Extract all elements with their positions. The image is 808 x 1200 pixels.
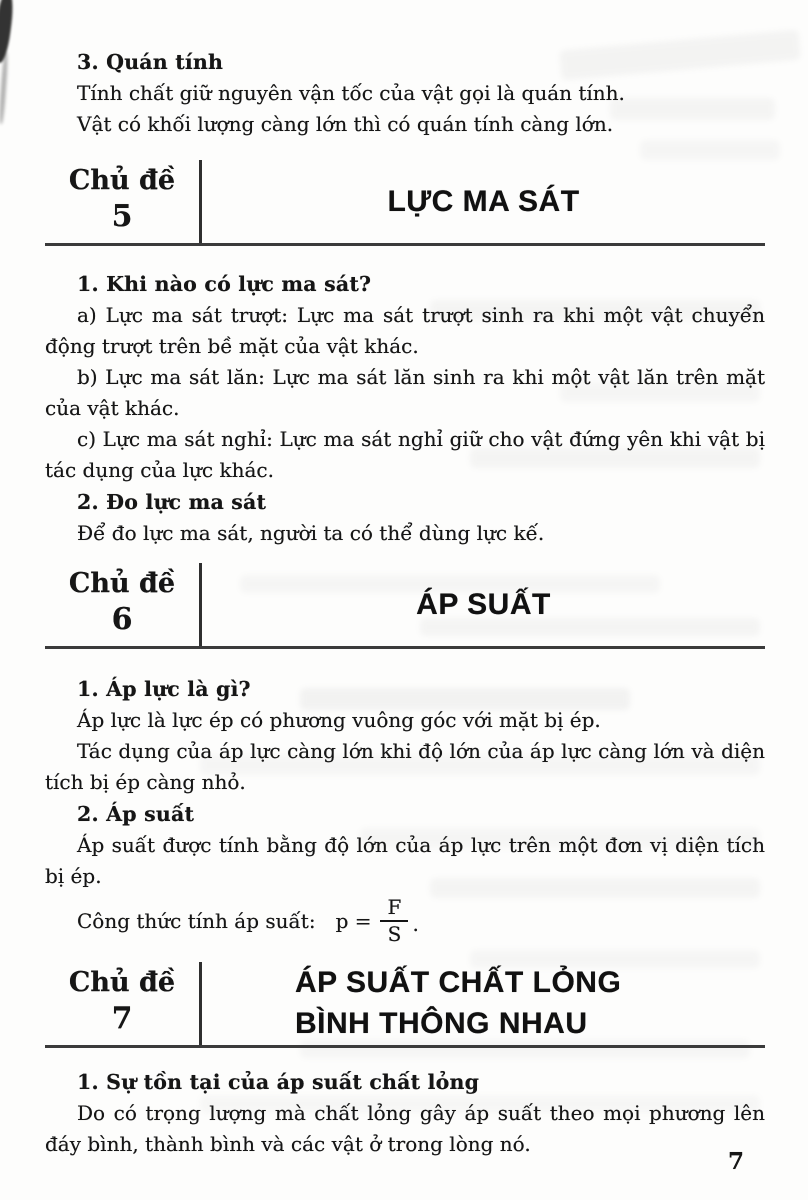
chapter-box-6 bbox=[45, 563, 765, 649]
formula-label: Công thức tính áp suất: bbox=[77, 909, 316, 933]
paragraph-pressure-force-def: Áp lực là lực ép có phương vuông góc với mặt bị ép. bbox=[77, 708, 601, 732]
paragraph-inertia-definition: Tính chất giữ nguyên vận tốc của vật gọi là quán tính. bbox=[77, 81, 625, 105]
chapter-7-title-cell bbox=[202, 962, 765, 1045]
scan-corner-artifact bbox=[0, 0, 15, 64]
chapter-title-line-1: ÁP SUẤT CHẤT LỎNG bbox=[295, 966, 622, 999]
chapter-box-5 bbox=[45, 160, 765, 246]
chapter-6-title-cell bbox=[202, 563, 765, 646]
section-heading-pressure: 2. Áp suất bbox=[77, 802, 195, 826]
paragraph-rolling-friction: b) Lực ma sát lăn: Lực ma sát lăn sinh ra khi một vật lăn trên mặt của vật khác. bbox=[45, 365, 765, 420]
formula-period: . bbox=[412, 912, 419, 936]
chapter-5-label-cell bbox=[45, 160, 202, 243]
chapter-label: Chủ đề bbox=[68, 165, 176, 196]
chapter-title: LỰC MA SÁT bbox=[387, 184, 580, 218]
chapter-title: ÁP SUẤT bbox=[416, 587, 551, 621]
chapter-number: 6 bbox=[111, 602, 133, 637]
chapter-number: 5 bbox=[111, 199, 133, 234]
paragraph-friction-measure: Để đo lực ma sát, người ta có thể dùng lực kế. bbox=[77, 521, 545, 545]
formula-fraction bbox=[380, 897, 408, 945]
section-heading-friction-when: 1. Khi nào có lực ma sát? bbox=[77, 272, 372, 296]
chapter-6-label-cell bbox=[45, 563, 202, 646]
paragraph-inertia-mass: Vật có khối lượng càng lớn thì có quán tính càng lớn. bbox=[77, 112, 614, 136]
paragraph-pressure-force-effect: Tác dụng của áp lực càng lớn khi độ lớn của áp lực càng lớn và diện tích bị ép càng nhỏ. bbox=[45, 739, 765, 794]
section-heading-friction-measure: 2. Đo lực ma sát bbox=[77, 490, 267, 514]
pressure-formula bbox=[45, 892, 765, 950]
chapter-label: Chủ đề bbox=[68, 967, 176, 998]
chapter-5-title-cell bbox=[202, 160, 765, 243]
paragraph-liquid-pressure: Do có trọng lượng mà chất lỏng gây áp suất theo mọi phương lên đáy bình, thành bình và các vật ở trong lòng nó. bbox=[45, 1101, 765, 1156]
formula-lhs: p = bbox=[335, 909, 372, 933]
chapter-number: 7 bbox=[111, 1001, 133, 1036]
chapter-7-label-cell bbox=[45, 962, 202, 1045]
section-heading-pressure-force: 1. Áp lực là gì? bbox=[77, 677, 251, 701]
section-heading-liquid-pressure: 1. Sự tồn tại của áp suất chất lỏng bbox=[77, 1070, 480, 1094]
paragraph-pressure-def: Áp suất được tính bằng độ lớn của áp lực trên một đơn vị diện tích bị ép. bbox=[45, 833, 765, 888]
scan-corner-artifact-tail bbox=[0, 52, 9, 124]
paragraph-sliding-friction: a) Lực ma sát trượt: Lực ma sát trượt sinh ra khi một vật chuyển động trượt trên bề mặt của vật khác. bbox=[45, 303, 765, 358]
section-heading-inertia: 3. Quán tính bbox=[77, 50, 224, 74]
chapter-title-line-2: BÌNH THÔNG NHAU bbox=[295, 1007, 588, 1040]
chapter-label: Chủ đề bbox=[68, 568, 176, 599]
page-number: 7 bbox=[728, 1148, 745, 1175]
page-content bbox=[45, 46, 765, 1160]
fraction-denominator: S bbox=[387, 922, 402, 946]
chapter-box-7 bbox=[45, 962, 765, 1048]
paragraph-static-friction: c) Lực ma sát nghỉ: Lực ma sát nghỉ giữ cho vật đứng yên khi vật bị tác dụng của lực khác. bbox=[45, 427, 765, 482]
fraction-numerator: F bbox=[387, 895, 402, 919]
